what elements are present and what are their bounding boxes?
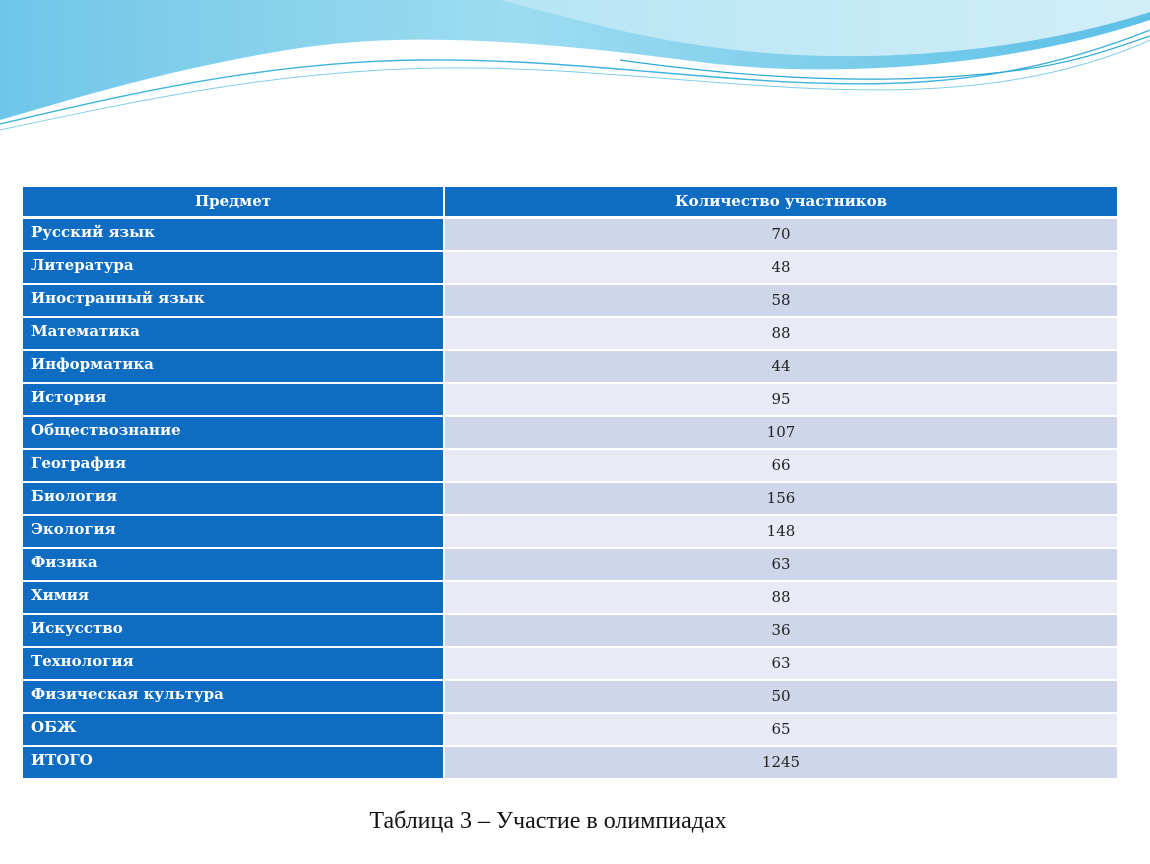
row-subject: Обществознание: [23, 417, 445, 450]
row-subject: Физическая культура: [23, 681, 445, 714]
row-subject: География: [23, 450, 445, 483]
row-count: 95: [445, 384, 1117, 417]
row-subject: ОБЖ: [23, 714, 445, 747]
row-count: 58: [445, 285, 1117, 318]
row-subject: Литература: [23, 252, 445, 285]
olympiad-participation-table: [23, 187, 1117, 780]
row-count: 63: [445, 648, 1117, 681]
table-row: [23, 714, 1117, 747]
decorative-wave-header: [0, 0, 1150, 140]
row-subject: Русский язык: [23, 219, 445, 252]
table-row: [23, 648, 1117, 681]
table-row: [23, 450, 1117, 483]
row-count: 88: [445, 318, 1117, 351]
table-row: [23, 582, 1117, 615]
row-count: 50: [445, 681, 1117, 714]
total-count: 1245: [445, 747, 1117, 780]
row-count: 65: [445, 714, 1117, 747]
row-subject: Химия: [23, 582, 445, 615]
table-row: [23, 318, 1117, 351]
table-row: [23, 417, 1117, 450]
row-count: 66: [445, 450, 1117, 483]
row-subject: Экология: [23, 516, 445, 549]
header-count: Количество участников: [445, 187, 1117, 219]
row-subject: Биология: [23, 483, 445, 516]
row-subject: Математика: [23, 318, 445, 351]
table-caption: Таблица 3 – Участие в олимпиадах: [369, 808, 727, 834]
table-row: [23, 351, 1117, 384]
row-count: 36: [445, 615, 1117, 648]
table-row: [23, 252, 1117, 285]
row-count: 63: [445, 549, 1117, 582]
row-count: 44: [445, 351, 1117, 384]
row-subject: История: [23, 384, 445, 417]
row-count: 107: [445, 417, 1117, 450]
row-subject: Искусство: [23, 615, 445, 648]
row-count: 148: [445, 516, 1117, 549]
row-count: 88: [445, 582, 1117, 615]
total-label: ИТОГО: [23, 747, 445, 780]
table-row: [23, 549, 1117, 582]
row-subject: Технология: [23, 648, 445, 681]
table-total-row: [23, 747, 1117, 780]
row-subject: Информатика: [23, 351, 445, 384]
table-row: [23, 483, 1117, 516]
table-row: [23, 681, 1117, 714]
row-count: 156: [445, 483, 1117, 516]
row-subject: Иностранный язык: [23, 285, 445, 318]
table-row: [23, 285, 1117, 318]
table-row: [23, 516, 1117, 549]
table-row: [23, 384, 1117, 417]
table-row: [23, 615, 1117, 648]
header-subject: Предмет: [23, 187, 445, 219]
table-header-row: [23, 187, 1117, 219]
row-subject: Физика: [23, 549, 445, 582]
row-count: 48: [445, 252, 1117, 285]
row-count: 70: [445, 219, 1117, 252]
table-row: [23, 219, 1117, 252]
